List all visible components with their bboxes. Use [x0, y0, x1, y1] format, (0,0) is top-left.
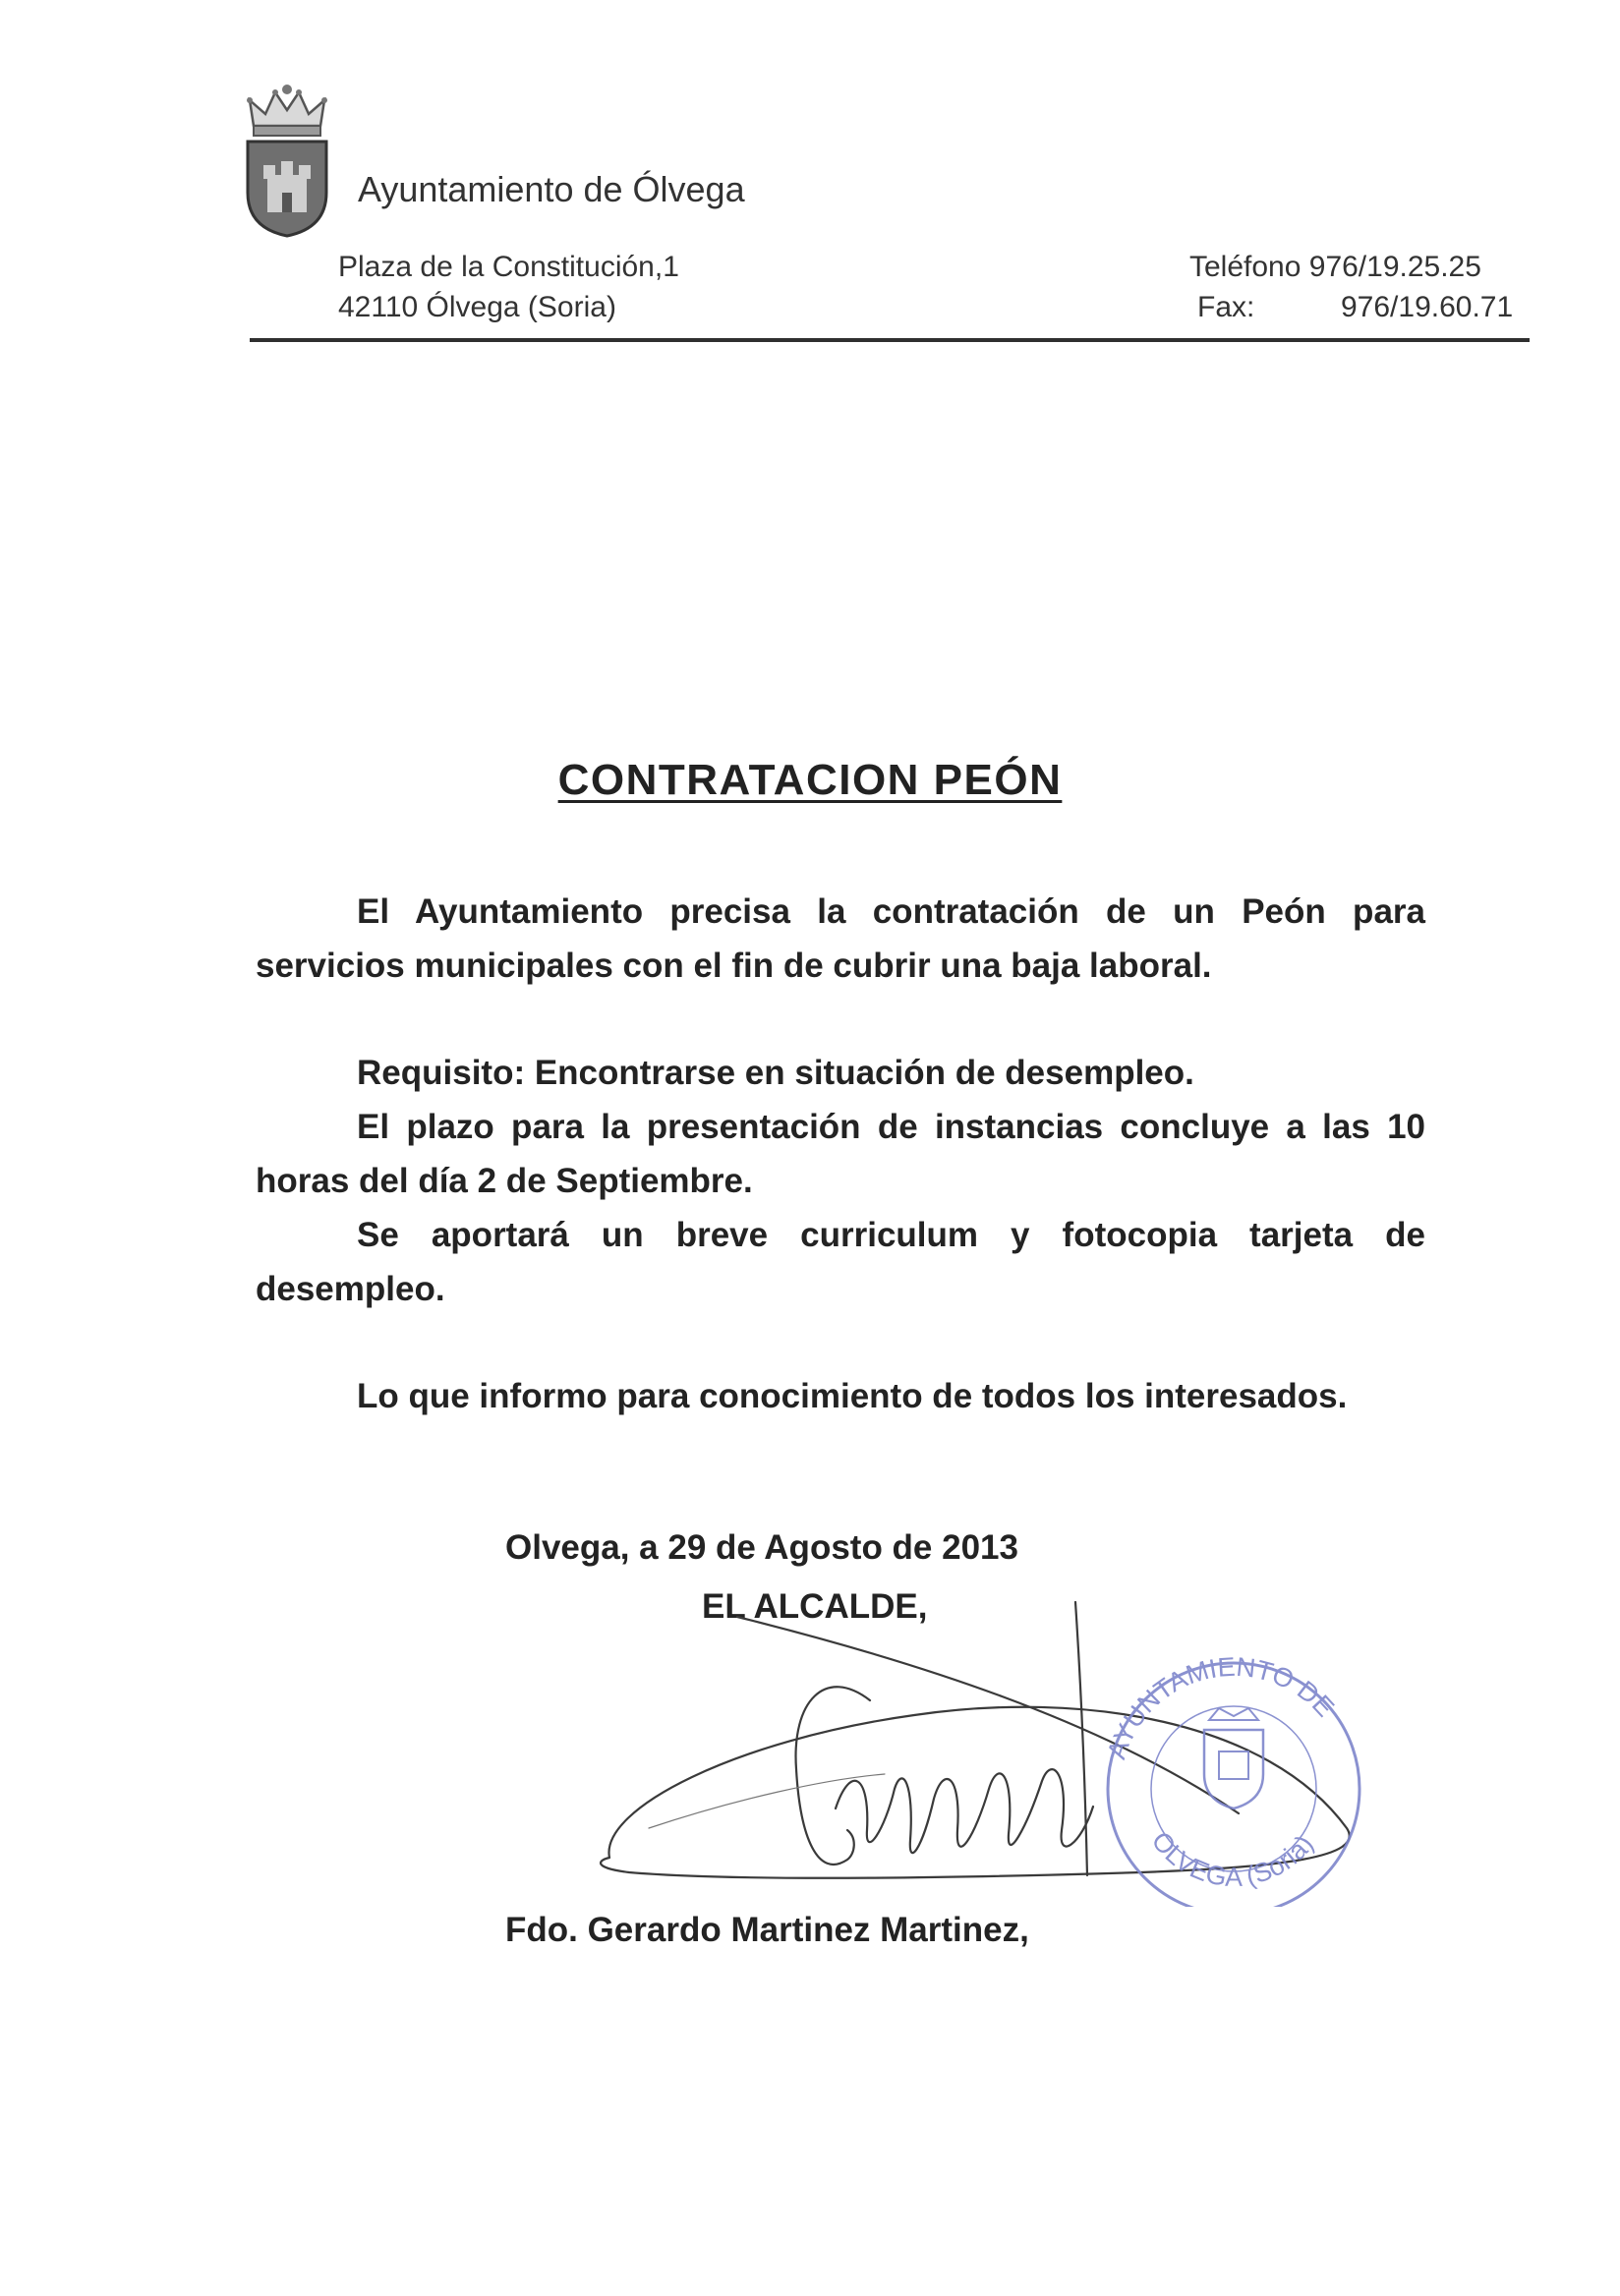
- stamp-top-text: AYUNTAMIENTO DE: [1101, 1651, 1341, 1763]
- paragraph-requirement: Requisito: Encontrarse en situación de desempleo.: [357, 1054, 1194, 1092]
- fax-label: Fax:: [1197, 291, 1255, 323]
- fax-number: 976/19.60.71: [1341, 291, 1514, 323]
- address-line-2: 42110 Ólvega (Soria): [338, 291, 616, 323]
- coat-of-arms-logo: [240, 83, 334, 240]
- organization-name: Ayuntamiento de Ólvega: [358, 169, 745, 209]
- phone-number: Teléfono 976/19.25.25: [1189, 251, 1481, 283]
- address-line-1: Plaza de la Constitución,1: [338, 251, 679, 283]
- header-divider: [250, 338, 1530, 342]
- paragraph-documents: Se aportará un breve curriculum y fotocopia tarjeta de desempleo.: [256, 1216, 1425, 1308]
- official-stamp: [1102, 1652, 1360, 1907]
- date-line: Olvega, a 29 de Agosto de 2013: [505, 1528, 1018, 1567]
- signer-role: EL ALCALDE,: [702, 1587, 928, 1626]
- paragraph-closing: Lo que informo para conocimiento de todos los interesados.: [357, 1377, 1348, 1415]
- signer-name: Fdo. Gerardo Martinez Martinez,: [505, 1911, 1029, 1949]
- signature-ink: [601, 1602, 1350, 1878]
- signature-and-stamp: [590, 1573, 1376, 1907]
- paragraph-hiring: El Ayuntamiento precisa la contratación de un Peón para servicios municipales con el fin de cubrir una baja laboral.: [256, 892, 1425, 985]
- document-title: CONTRATACION PEÓN: [557, 756, 1063, 804]
- paragraph-deadline: El plazo para la presentación de instancias concluye a las 10 horas del día 2 de Septiembre.: [256, 1108, 1425, 1200]
- stamp-bottom-text: OLVEGA (Soria): [1145, 1825, 1319, 1892]
